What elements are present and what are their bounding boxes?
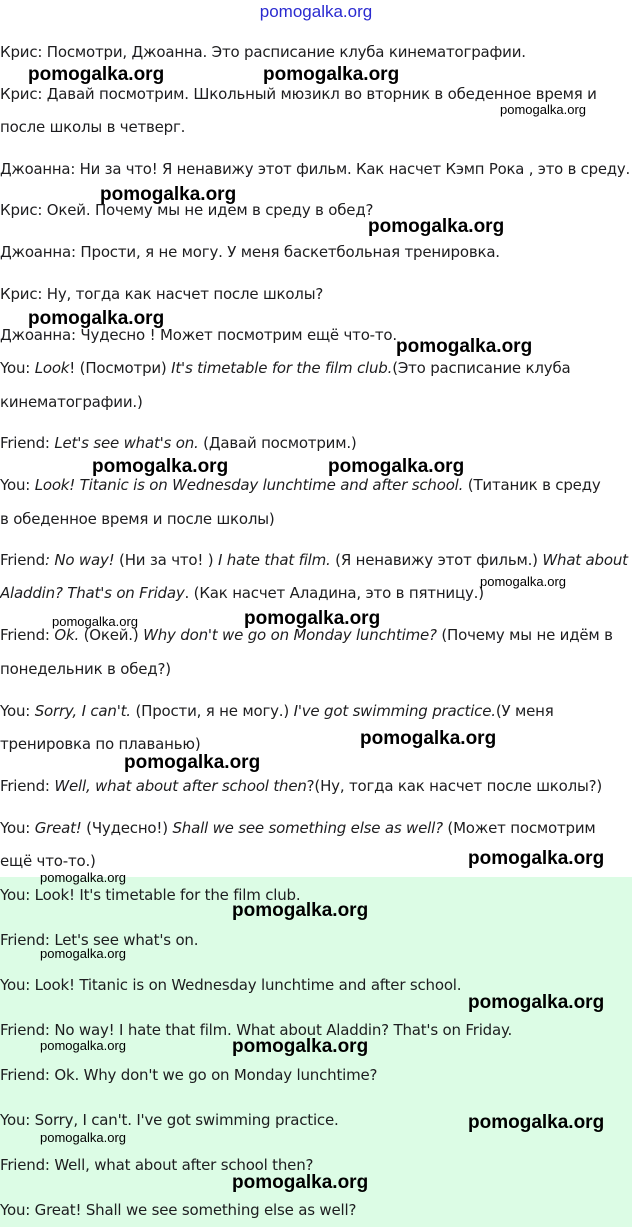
en-line-5: Friend: Ok. Why don't we go on Monday lunchtime? (0, 1066, 378, 1084)
speaker: Friend: (0, 777, 55, 795)
watermark: pomogalka.org (40, 946, 126, 961)
english-phrase: I've got swimming practice. (293, 702, 496, 720)
english-phrase: I hate that film. (218, 551, 331, 569)
english-phrase: Shall we see something else as well? (172, 819, 443, 837)
translation: (Почему мы не идём в (436, 626, 613, 644)
watermark: pomogalka.org (480, 574, 566, 589)
ru-line-2: Крис: Давай посмотрим. Школьный мюзикл во вторник в обеденное время и (0, 85, 597, 103)
english-phrase: Great! (34, 819, 82, 837)
mixed-line-5: в обеденное время и после школы) (0, 510, 275, 528)
ru-line-8: Джоанна: Чудесно ! Может посмотрим ещё что-то. (0, 326, 397, 344)
translation: (Окей.) (79, 626, 144, 644)
speaker: You: (0, 476, 35, 494)
watermark: pomogalka.org (468, 848, 605, 869)
ru-line-7: Крис: Ну, тогда как насчет после школы? (0, 285, 324, 303)
watermark: pomogalka.org (263, 64, 400, 85)
english-phrase: What about (542, 551, 628, 569)
translation: (У меня (495, 702, 554, 720)
english-phrase: : No way! (44, 551, 115, 569)
watermark: pomogalka.org (368, 216, 505, 237)
mixed-line-6 (0, 550, 628, 570)
speaker: You: (0, 819, 35, 837)
en-line-6: You: Sorry, I can't. I've got swimming practice. (0, 1111, 339, 1129)
ru-line-1: Крис: Посмотри, Джоанна. Это расписание клуба кинематографии. (0, 43, 526, 61)
mixed-line-14: ещё что-то.) (0, 852, 96, 870)
watermark: pomogalka.org (360, 728, 497, 749)
watermark: pomogalka.org (328, 456, 465, 477)
mixed-line-12 (0, 776, 602, 796)
mixed-line-1 (0, 358, 571, 378)
english-phrase: Look (34, 359, 70, 377)
watermark: pomogalka.org (28, 308, 165, 329)
english-phrase: Well, what about after school then (54, 777, 307, 795)
watermark: pomogalka.org (500, 102, 586, 117)
watermark: pomogalka.org (100, 184, 237, 205)
translation: (Может посмотрим (442, 819, 596, 837)
watermark: pomogalka.org (28, 64, 165, 85)
mixed-line-9: понедельник в обед?) (0, 660, 171, 678)
mixed-line-4 (0, 475, 601, 495)
en-line-1: You: Look! It's timetable for the film club. (0, 886, 301, 904)
watermark: pomogalka.org (232, 900, 369, 921)
en-line-2: Friend: Let's see what's on. (0, 931, 199, 949)
mixed-line-7 (0, 583, 484, 603)
translation: (Прости, я не могу.) (130, 702, 294, 720)
ru-line-3: после школы в четверг. (0, 118, 186, 136)
translation: (Чудесно!) (81, 819, 173, 837)
watermark: pomogalka.org (232, 1172, 369, 1193)
english-phrase: Ok. (54, 626, 80, 644)
mixed-line-10 (0, 701, 554, 721)
english-phrase: Let's see what's on. (54, 434, 199, 452)
mixed-line-13 (0, 818, 595, 838)
ru-line-6: Джоанна: Прости, я не могу. У меня баскетбольная тренировка. (0, 243, 500, 261)
watermark: pomogalka.org (40, 1038, 126, 1053)
watermark: pomogalka.org (232, 1036, 369, 1057)
watermark: pomogalka.org (468, 992, 605, 1013)
watermark: pomogalka.org (468, 1112, 605, 1133)
watermark: pomogalka.org (92, 456, 229, 477)
mixed-line-2: кинематографии.) (0, 393, 143, 411)
translation: (Титаник в среду (463, 476, 601, 494)
speaker: You: (0, 359, 35, 377)
watermark: pomogalka.org (396, 336, 533, 357)
english-phrase: Aladdin? That's on Friday (0, 584, 185, 602)
speaker: Friend: (0, 434, 55, 452)
top-watermark: pomogalka.org (259, 2, 373, 21)
speaker: Friend: (0, 626, 55, 644)
en-line-7: Friend: Well, what about after school then? (0, 1156, 314, 1174)
watermark: pomogalka.org (40, 1130, 126, 1145)
watermark: pomogalka.org (124, 752, 261, 773)
watermark: pomogalka.org (244, 608, 381, 629)
english-phrase: Sorry, I can't. (34, 702, 131, 720)
translation: . (Как насчет Аладина, это в пятницу.) (184, 584, 484, 602)
watermark: pomogalka.org (52, 614, 138, 629)
ru-line-4: Джоанна: Ни за что! Я ненавижу этот фильм. Как насчет Кэмп Рока , это в среду. (0, 160, 630, 178)
translation: (Ни за что! ) (114, 551, 219, 569)
translation: (Давай посмотрим.) (198, 434, 357, 452)
english-phrase: It's timetable for the film club. (171, 359, 393, 377)
speaker: Friend (0, 551, 45, 569)
mixed-line-3 (0, 433, 357, 453)
english-phrase: Look! Titanic is on Wednesday lunchtime and after school. (34, 476, 464, 494)
en-line-4: Friend: No way! I hate that film. What about Aladdin? That's on Friday. (0, 1021, 513, 1039)
translation: ! (Посмотри) (69, 359, 172, 377)
watermark: pomogalka.org (40, 870, 126, 885)
mixed-line-11: тренировка по плаванью) (0, 735, 201, 753)
translation: (Я ненавижу этот фильм.) (330, 551, 543, 569)
translation: (Это расписание клуба (392, 359, 571, 377)
en-line-3: You: Look! Titanic is on Wednesday lunchtime and after school. (0, 976, 462, 994)
speaker: You: (0, 702, 35, 720)
english-phrase: Why don't we go on Monday lunchtime? (143, 626, 437, 644)
ru-line-5: Крис: Окей. Почему мы не идем в среду в обед? (0, 201, 374, 219)
en-line-8: You: Great! Shall we see something else as well? (0, 1201, 357, 1219)
translation: ?(Ну, тогда как насчет после школы?) (306, 777, 603, 795)
